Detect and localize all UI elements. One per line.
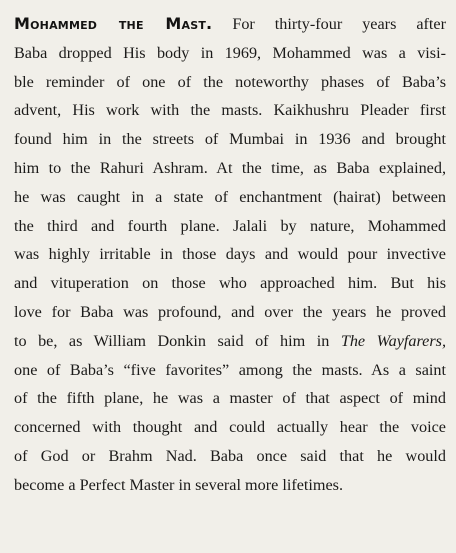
text-line-14: of the fifth plane, he was a master of that aspect of mind <box>14 389 446 408</box>
text-line-12-body: to be, as William Donkin said of him in <box>14 331 341 350</box>
text-line-3: ble reminder of one of the noteworthy phases of Baba’s <box>14 72 446 91</box>
text-line-17: become a Perfect Master in several more lifetimes. <box>14 475 344 494</box>
text-line-4: advent, His work with the masts. Kaikhushru Pleader first <box>14 101 446 120</box>
text-line-8: the third and fourth plane. Jalali by nature, Mohammed <box>14 216 446 235</box>
text-line-16: of God or Brahm Nad. Baba once said that he would <box>14 446 446 465</box>
text-line-2: Baba dropped His body in 1969, Mohammed was a visi- <box>14 43 446 62</box>
text-line-13: one of Baba’s “five favorites” among the masts. As a saint <box>14 360 446 379</box>
text-line-1-body: For thirty-four years after <box>212 15 446 33</box>
text-line-6: him to the Rahuri Ashram. At the time, as Baba explained, <box>14 158 446 177</box>
text-line-11: love for Baba was profound, and over the years he proved <box>14 302 446 321</box>
book-title: The Wayfarers, <box>340 331 446 350</box>
text-line-15: concerned with thought and could actually hear the voice <box>14 418 446 437</box>
text-line-12 <box>14 327 446 356</box>
text-line-10: and vituperation on those who approached him. But his <box>14 274 446 293</box>
text-line-9: was highly irritable in those days and would pour invective <box>14 245 446 264</box>
text-line-5: found him in the streets of Mumbai in 1936 and brought <box>14 130 446 149</box>
text-line-1 <box>14 10 446 39</box>
article-paragraph <box>14 10 446 500</box>
text-line-7: he was caught in a state of enchantment (hairat) between <box>14 187 446 206</box>
section-heading: Mohammed the Mast. <box>14 14 213 33</box>
